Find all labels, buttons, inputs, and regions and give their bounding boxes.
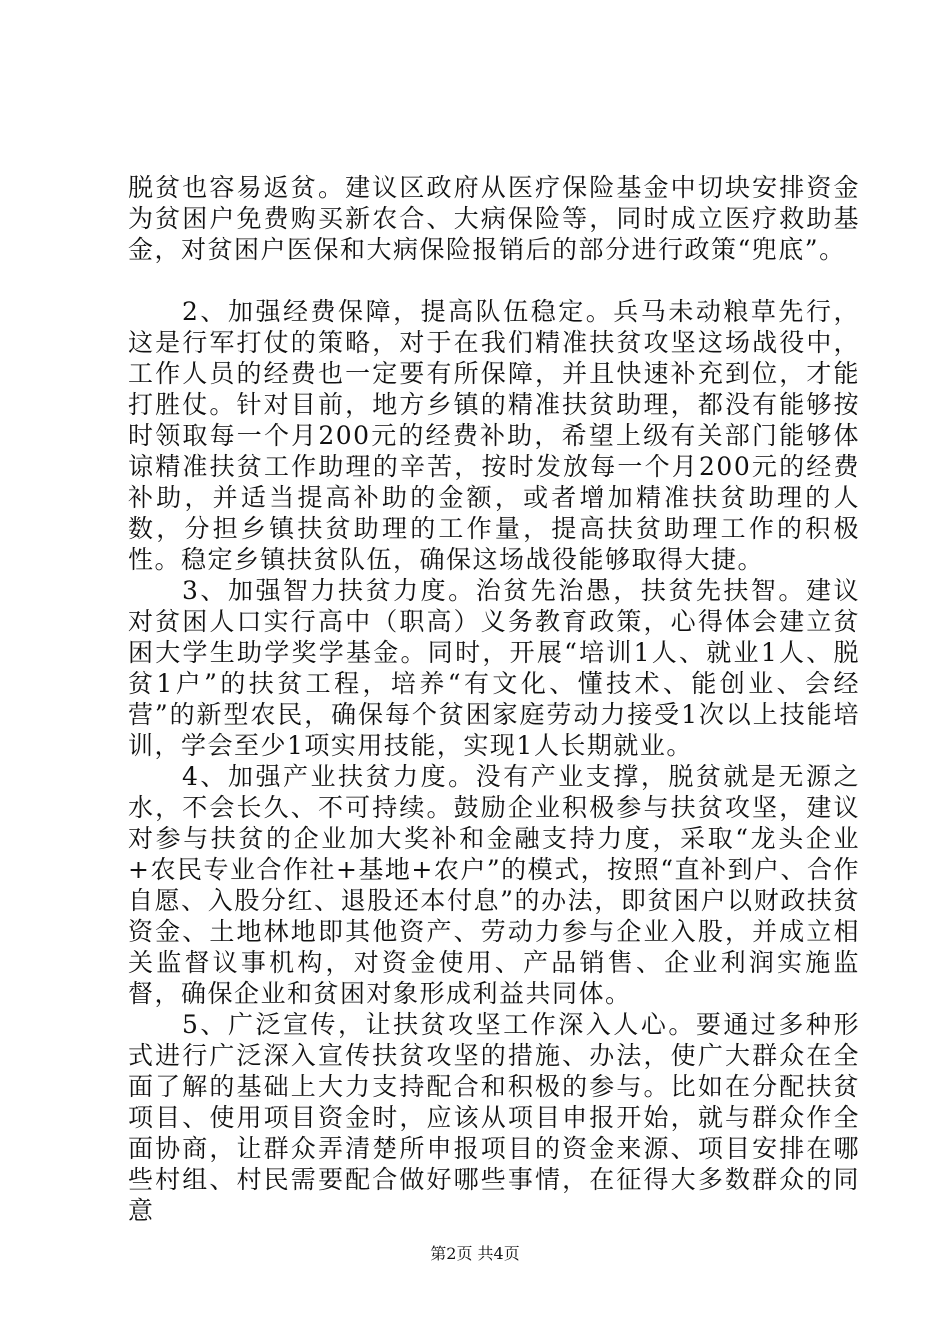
paragraph-spacer (128, 265, 860, 296)
document-body (128, 172, 860, 1226)
paragraph-continuation: 脱贫也容易返贫。建议区政府从医疗保险基金中切块安排资金为贫困户免费购买新农合、大病保险等，同时成立医疗救助基金，对贫困户医保和大病保险报销后的部分进行政策“兜底”。 (128, 173, 860, 264)
page-number: 第2页 (430, 1244, 473, 1263)
page-total: 共4页 (477, 1244, 520, 1263)
page-footer (0, 1244, 950, 1264)
paragraph-education-aid: 3、加强智力扶贫力度。治贫先治愚，扶贫先扶智。建议对贫困人口实行高中（职高）义务教育政策，心得体会建立贫困大学生助学奖学基金。同时，开展“培训1人、就业1人、脱贫1户”的扶贫工程，培养“有文化、懂技术、能创业、会经营”的新型农民，确保每个贫困家庭劳动力接受1次以上技能培训，学会至少1项实用技能，实现1人长期就业。 (128, 576, 860, 760)
paragraph-industry-aid: 4、加强产业扶贫力度。没有产业支撑，脱贫就是无源之水，不会长久、不可持续。鼓励企业积极参与扶贫攻坚，建议对参与扶贫的企业加大奖补和金融支持力度，采取“龙头企业+农民专业合作社+基地+农户”的模式，按照“直补到户、合作自愿、入股分红、退股还本付息”的办法，即贫困户以财政扶贫资金、土地林地即其他资产、劳动力参与企业入股，并成立相关监督议事机构，对资金使用、产品销售、企业利润实施监督，确保企业和贫困对象形成利益共同体。 (128, 762, 860, 1008)
paragraph-funding-guarantee: 2、加强经费保障，提高队伍稳定。兵马未动粮草先行，这是行军打仗的策略，对于在我们精准扶贫攻坚这场战役中，工作人员的经费也一定要有所保障，并且快速补充到位，才能打胜仗。针对目前，地方乡镇的精准扶贫助理，都没有能够按时领取每一个月200元的经费补助，希望上级有关部门能够体谅精准扶贫工作助理的辛苦，按时发放每一个月200元的经费补助，并适当提高补助的金额，或者增加精准扶贫助理的人数，分担乡镇扶贫助理的工作量，提高扶贫助理工作的积极性。稳定乡镇扶贫队伍，确保这场战役能够取得大捷。 (128, 297, 860, 574)
paragraph-publicity: 5、广泛宣传，让扶贫攻坚工作深入人心。要通过多种形式进行广泛深入宣传扶贫攻坚的措施、办法，使广大群众在全面了解的基础上大力支持配合和积极的参与。比如在分配扶贫项目、使用项目资金时，应该从项目申报开始，就与群众作全面协商，让群众弄清楚所申报项目的资金来源、项目安排在哪些村组、村民需要配合做好哪些事情，在征得大多数群众的同意 (128, 1010, 860, 1225)
